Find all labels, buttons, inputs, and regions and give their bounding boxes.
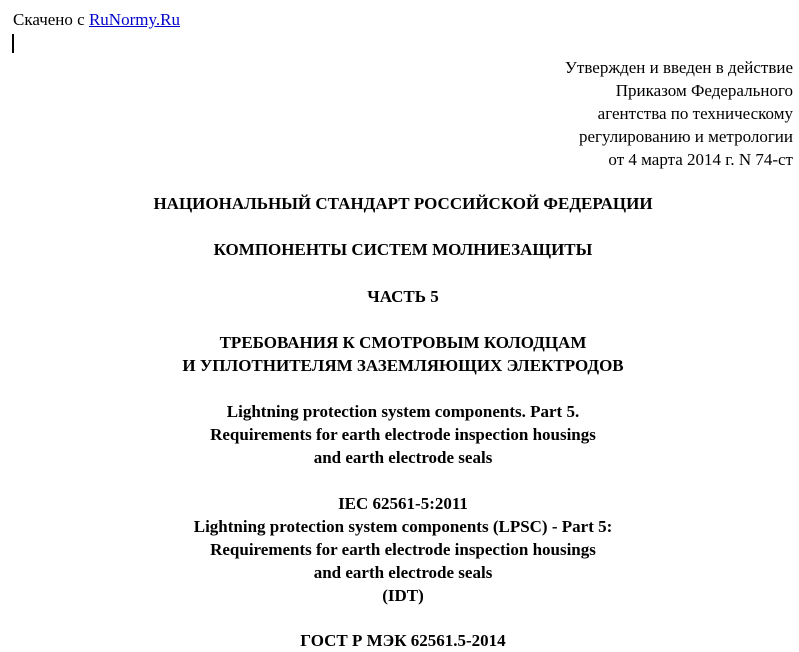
iec-block bbox=[0, 492, 799, 607]
subtitle-line: И УПЛОТНИТЕЛЯМ ЗАЗЕМЛЯЮЩИХ ЭЛЕКТРОДОВ bbox=[182, 356, 624, 375]
approval-line: от 4 марта 2014 г. N 74-ст bbox=[608, 150, 793, 169]
download-source-prefix: Скачено с bbox=[13, 10, 89, 29]
english-title-line: Lightning protection system components. Part 5. bbox=[226, 402, 580, 421]
subtitle-heading bbox=[0, 331, 799, 377]
part-number: ЧАСТЬ 5 bbox=[367, 287, 439, 306]
iec-title-line: Lightning protection system components (LPSC) - Part 5: bbox=[193, 517, 613, 536]
part-heading bbox=[0, 285, 799, 308]
gost-code-heading bbox=[0, 629, 799, 652]
english-title-line: and earth electrode seals bbox=[313, 448, 493, 467]
approval-line: регулированию и метрологии bbox=[578, 127, 793, 146]
english-title-block bbox=[0, 400, 799, 469]
document-title-heading bbox=[0, 238, 799, 261]
approval-block bbox=[565, 56, 793, 171]
runormy-link[interactable]: RuNormy.Ru bbox=[88, 10, 180, 29]
iec-code: IEC 62561-5:2011 bbox=[338, 494, 468, 513]
standard-type: НАЦИОНАЛЬНЫЙ СТАНДАРТ РОССИЙСКОЙ ФЕДЕРАЦИИ bbox=[153, 194, 653, 213]
approval-line: агентства по техническому bbox=[597, 104, 793, 123]
gost-code: ГОСТ Р МЭК 62561.5-2014 bbox=[300, 631, 506, 650]
iec-title-line: Requirements for earth electrode inspection housings bbox=[210, 540, 596, 559]
subtitle-line: ТРЕБОВАНИЯ К СМОТРОВЫМ КОЛОДЦАМ bbox=[219, 333, 587, 352]
equivalence-marker: (IDT) bbox=[382, 586, 424, 605]
download-source-line bbox=[13, 9, 180, 31]
standard-type-heading bbox=[0, 192, 799, 215]
approval-line: Утвержден и введен в действие bbox=[564, 58, 793, 77]
english-title-line: Requirements for earth electrode inspection housings bbox=[210, 425, 596, 444]
approval-line: Приказом Федерального bbox=[615, 81, 793, 100]
document-title: КОМПОНЕНТЫ СИСТЕМ МОЛНИЕЗАЩИТЫ bbox=[213, 240, 593, 259]
text-cursor bbox=[12, 34, 14, 53]
iec-title-line: and earth electrode seals bbox=[313, 563, 493, 582]
